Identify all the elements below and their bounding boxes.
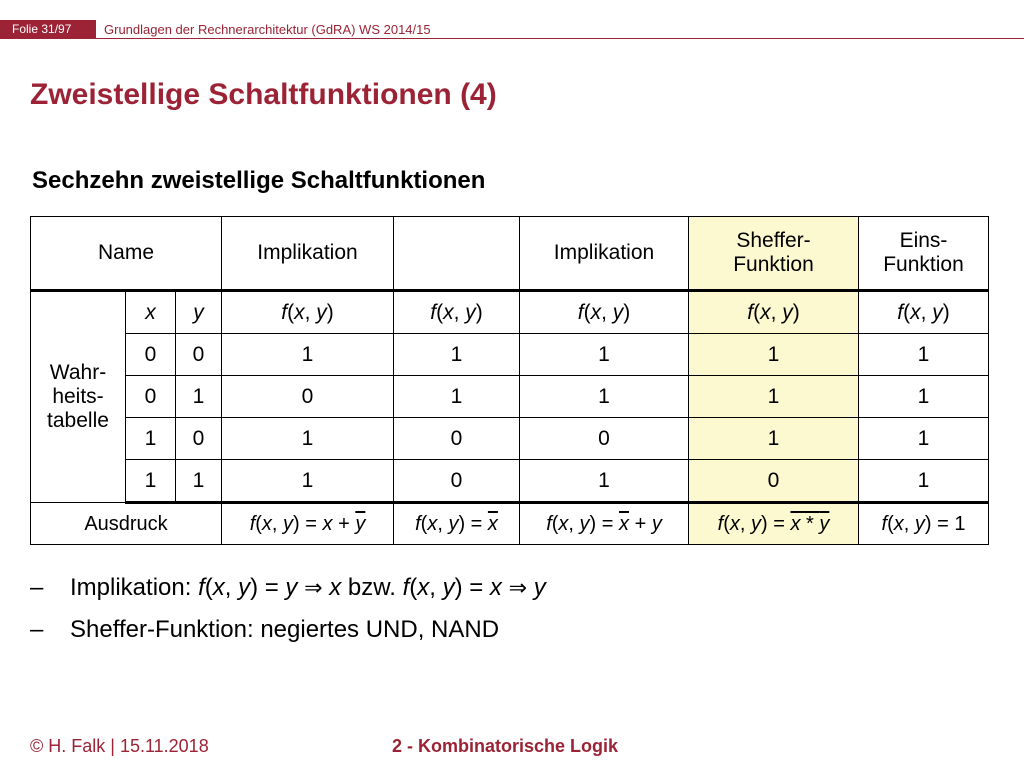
- fxy-header: f(x, y): [689, 291, 859, 334]
- cell-x: 0: [126, 334, 176, 376]
- table-row: [31, 376, 989, 418]
- cell-x: 1: [126, 460, 176, 503]
- cell-x: 0: [126, 376, 176, 418]
- expression-4: f(x, y) = x * y: [689, 503, 859, 545]
- cell-value: 1: [689, 334, 859, 376]
- course-title: Grundlagen der Rechnerarchitektur (GdRA) WS 2014/15: [104, 22, 431, 37]
- implies-icon: ⇒: [304, 576, 323, 601]
- table-header-row: [31, 217, 989, 291]
- dash-icon: –: [30, 574, 44, 601]
- fxy-header: f(x, y): [222, 291, 394, 334]
- var-x-header: x: [126, 291, 176, 334]
- fxy-header: f(x, y): [394, 291, 520, 334]
- header-empty: [394, 217, 520, 291]
- cell-y: 0: [176, 418, 222, 460]
- header-name: Name: [31, 217, 222, 291]
- cell-value: 1: [394, 376, 520, 418]
- cell-value: 0: [689, 460, 859, 503]
- cell-value: 1: [859, 460, 989, 503]
- slide-number: Folie 31/97: [0, 20, 96, 38]
- cell-value: 1: [394, 334, 520, 376]
- header-sheffer: [689, 217, 859, 291]
- header-eins: [859, 217, 989, 291]
- footer-chapter: 2 - Kombinatorische Logik: [392, 736, 619, 756]
- fxy-header: f(x, y): [520, 291, 689, 334]
- cell-value: 0: [394, 418, 520, 460]
- cell-value: 1: [859, 376, 989, 418]
- cell-value: 1: [222, 418, 394, 460]
- side-label: Wahr- heits- tabelle: [31, 291, 126, 503]
- cell-y: 0: [176, 334, 222, 376]
- cell-y: 1: [176, 376, 222, 418]
- expression-1: f(x, $y) = x + \overline{y}$: [222, 503, 394, 545]
- bullet-text: Implikation: f(x, y) = y ⇒ x bzw. f(x, y) = x ⇒ y: [70, 574, 546, 601]
- cell-value: 0: [520, 418, 689, 460]
- section-subtitle: Sechzehn zweistellige Schaltfunktionen: [32, 167, 486, 194]
- header-eins-line2: Funktion: [883, 253, 964, 276]
- header-sheffer-line1: Sheffer-: [736, 229, 811, 252]
- cell-y: 1: [176, 460, 222, 503]
- truth-table: [30, 216, 989, 545]
- cell-value: 1: [520, 334, 689, 376]
- table-row: [31, 418, 989, 460]
- header-sheffer-line2: Funktion: [733, 253, 814, 276]
- cell-value: 1: [859, 334, 989, 376]
- cell-value: 1: [689, 376, 859, 418]
- cell-value: 1: [520, 376, 689, 418]
- fxy-header: f(x, y): [859, 291, 989, 334]
- implies-icon: ⇒: [508, 576, 528, 601]
- table-row: [31, 334, 989, 376]
- cell-x: 1: [126, 418, 176, 460]
- table-row: [31, 460, 989, 503]
- cell-value: 1: [689, 418, 859, 460]
- page-title: Zweistellige Schaltfunktionen (4): [30, 78, 497, 111]
- footer-author: © H. Falk | 15.11.2018: [30, 736, 209, 756]
- cell-value: 0: [394, 460, 520, 503]
- table-var-row: [31, 291, 989, 334]
- cell-value: 1: [222, 334, 394, 376]
- expression-label: Ausdruck: [31, 503, 222, 545]
- cell-value: 1: [222, 460, 394, 503]
- cell-value: 0: [222, 376, 394, 418]
- header-eins-line1: Eins-: [899, 229, 948, 252]
- header-implikation-1: Implikation: [222, 217, 394, 291]
- slide-header: [0, 0, 1024, 44]
- header-implikation-2: Implikation: [520, 217, 689, 291]
- expression-2: f(x, $y) = \overline{x}$: [394, 503, 520, 545]
- expression-row: [31, 503, 989, 545]
- cell-value: 1: [859, 418, 989, 460]
- expression-3: f(x, $y) = \overline{x} + y$: [520, 503, 689, 545]
- bullet-text: Sheffer-Funktion: negiertes UND, NAND: [70, 616, 500, 643]
- expression-5: f(x, y) = 1: [859, 503, 989, 545]
- dash-icon: –: [30, 616, 44, 643]
- header-divider: [0, 38, 1024, 39]
- var-y-header: y: [176, 291, 222, 334]
- cell-value: 1: [520, 460, 689, 503]
